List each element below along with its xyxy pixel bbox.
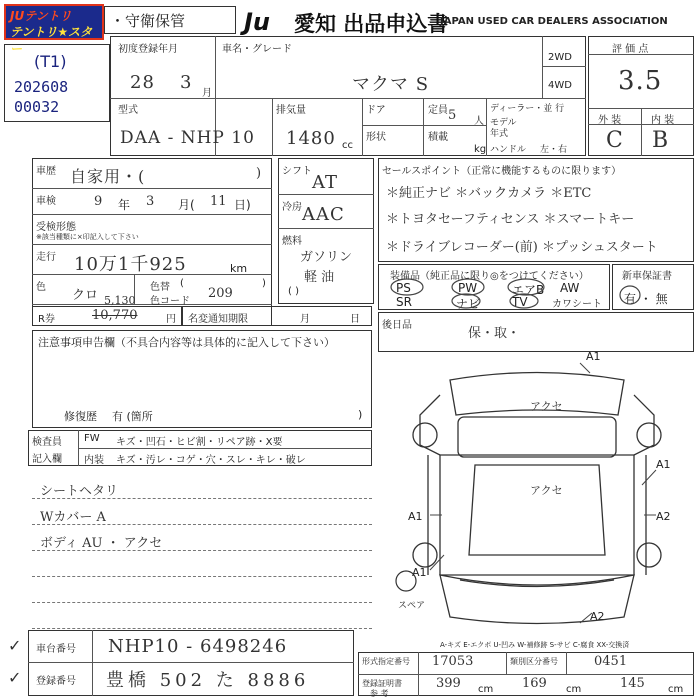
- plate-label: 登録番号: [36, 676, 76, 687]
- inspector-row2: キズ・汚レ・コゲ・穴・スレ・キレ・破レ: [116, 455, 306, 466]
- drive-4wd: 4WD: [548, 80, 572, 91]
- inspection-month-unit: 月(: [178, 198, 195, 212]
- steering-label: ハンドル: [490, 145, 527, 155]
- inspection-day-unit: 日): [234, 198, 251, 212]
- chassis-value: NHP10 - 6498246: [108, 636, 288, 657]
- color-label: 色: [36, 282, 46, 293]
- doors-label: ドア: [366, 105, 386, 116]
- sales-points-label: セールスポイント（正常に機能するものに限ります）: [382, 166, 622, 177]
- color-change-label: 色替: [150, 282, 170, 293]
- fuel-label: 燃料: [282, 236, 302, 247]
- equipment-label: 装備品（純正品に限り◎をつけてください）: [390, 271, 589, 282]
- equipment-circles: [378, 264, 610, 310]
- ac-value: AAC: [302, 204, 345, 225]
- consent-label: 受検形態: [36, 222, 76, 233]
- capacity-unit: 人: [474, 116, 484, 127]
- model-value: マクマ S: [352, 74, 430, 95]
- rear-items-block: [378, 312, 694, 352]
- ref-code: (T1): [34, 52, 67, 71]
- damage-mark-front: A1: [586, 350, 601, 363]
- height-value: 145: [620, 676, 645, 691]
- shape-label: 形状: [366, 132, 386, 143]
- consent-note: ※該当種類に×印記入して下さい: [36, 233, 139, 241]
- price-value: 10,770: [92, 308, 138, 323]
- damage-mark-left-rear: A1: [412, 566, 427, 579]
- exterior-grade: C: [606, 128, 624, 153]
- type-label: 型式: [118, 105, 138, 116]
- equip-airbag: エアB: [512, 283, 545, 297]
- displacement-label: 排気量: [276, 105, 306, 116]
- inspector-row1-lead: FW: [84, 433, 100, 444]
- fuel-other: ( ): [288, 286, 299, 297]
- name-change-month: 月: [300, 314, 310, 325]
- margin-check-1: ✓: [8, 636, 22, 655]
- ref-line1: 202608: [14, 78, 69, 96]
- name-change-label: 名変通知期限: [188, 314, 248, 325]
- repair-history-value: 有 (箇所: [112, 410, 153, 423]
- exterior-label: 外 装: [598, 115, 622, 126]
- mileage-label: 走行: [36, 252, 56, 263]
- repair-history-close: ): [358, 408, 363, 421]
- damage-mark-right: A2: [656, 510, 671, 523]
- fuel-gasoline: ガソリン: [300, 250, 353, 265]
- damage-mark-left: A1: [408, 510, 423, 523]
- first-reg-label: 初度登録年月: [118, 44, 178, 55]
- price-unit: 円: [166, 314, 176, 325]
- auction-logo: [4, 4, 104, 56]
- inspector-row1: キズ・凹石・ヒビ割・リペア跡・X要: [116, 437, 283, 448]
- width-value: 169: [522, 676, 547, 691]
- inspection-day: 11: [210, 194, 227, 209]
- inspection-month: 3: [146, 194, 155, 209]
- logo-line2: テントリ★スター: [10, 25, 93, 56]
- color-value: クロ: [72, 288, 99, 303]
- price-label: R券: [38, 314, 55, 325]
- shift-label: シフト: [282, 166, 312, 177]
- dealer-label: ディーラー・並 行: [490, 104, 565, 114]
- equip-navi: ナビ: [456, 297, 481, 311]
- logo-line1: JUテントリ: [10, 9, 72, 23]
- equip-pw: PW: [458, 281, 478, 295]
- equip-sr: SR: [396, 295, 412, 309]
- repair-history-label: 修復歴: [64, 410, 97, 423]
- mileage-unit: km: [230, 262, 248, 275]
- inspection-year-unit: 年: [118, 198, 131, 212]
- damage-mark-rear: A2: [590, 610, 605, 623]
- damage-mark-right-front: A1: [656, 458, 671, 471]
- chassis-label: 車台番号: [36, 644, 76, 655]
- equip-ps: PS: [396, 281, 411, 295]
- capacity-value: 5: [448, 108, 457, 123]
- equip-aw: AW: [560, 281, 580, 295]
- price-corrected: 5,130: [104, 294, 136, 307]
- drive-2wd: 2WD: [548, 52, 572, 63]
- damage-legend: A-キズ E-エクボ U-凹み W-補修跡 S-サビ C-腐食 XX-交換済: [440, 641, 630, 649]
- color-code-label: 色コード: [150, 296, 190, 307]
- type-value: DAA - NHP 10: [120, 128, 255, 148]
- color-change-paren-open: (: [180, 278, 184, 289]
- form-subtitle: JAPAN USED CAR DEALERS ASSOCIATION: [440, 16, 668, 27]
- diagram-label-hood: アクセ: [530, 400, 563, 413]
- plate-value: 豊橋 502 た 8886: [106, 670, 310, 691]
- note-1: シートヘタリ: [40, 484, 119, 499]
- color-code-value: 209: [208, 286, 233, 301]
- history-value: 自家用・(: [70, 167, 146, 186]
- load-label: 積載: [428, 132, 448, 143]
- note-3: ボディ AU ・ アクセ: [40, 536, 163, 551]
- equip-tv: TV: [512, 295, 528, 309]
- warranty-label: 新車保証書: [622, 271, 672, 282]
- ref-label: 参 考: [370, 689, 389, 698]
- fuel-diesel: 軽 油: [304, 270, 335, 285]
- rear-items-label: 後日品: [382, 320, 412, 331]
- first-reg-year: 28: [130, 72, 155, 93]
- ref-line2: 00032: [14, 98, 60, 116]
- shift-value: AT: [312, 172, 339, 193]
- score-value: 3.5: [618, 66, 663, 96]
- type-number-label: 形式指定番号: [362, 657, 410, 666]
- caution-label: 注意事項申告欄（不具合内容等は具体的に記入して下さい）: [38, 336, 335, 349]
- first-reg-month-unit: 月: [202, 88, 212, 99]
- dealer-model-label: モデル: [490, 118, 517, 128]
- model-label: 車名・グレード: [222, 44, 292, 55]
- name-change-day: 日: [350, 314, 360, 325]
- storage-label: ・守衛保管: [110, 12, 186, 30]
- margin-check-2: ✓: [8, 668, 22, 687]
- sales-point-line-1: ＊純正ナビ ＊バックカメラ ＊ETC: [386, 186, 592, 201]
- length-value: 399: [436, 676, 461, 691]
- note-2: Wカバー A: [40, 510, 106, 525]
- inspection-year: 9: [94, 194, 103, 209]
- warranty-options: 有 ・ 無: [624, 292, 668, 306]
- score-label: 評 価 点: [612, 44, 649, 55]
- inspector-label: 検査員: [32, 437, 62, 448]
- interior-grade: B: [652, 128, 670, 153]
- type-number-value: 17053: [432, 654, 474, 669]
- displacement-value: 1480: [286, 128, 336, 149]
- height-unit: cm: [668, 684, 684, 695]
- diagram-label-roof: アクセ: [530, 484, 563, 497]
- dealer-year-label: 年式: [490, 129, 509, 139]
- capacity-label: 定員: [428, 105, 448, 116]
- ac-label: 冷房: [282, 202, 302, 213]
- interior-label: 内 装: [651, 115, 675, 126]
- displacement-unit: cc: [342, 140, 353, 151]
- first-reg-month: 3: [180, 72, 193, 93]
- mileage-value: 10万1千925: [74, 254, 187, 275]
- equip-seat: カワシート: [552, 299, 602, 310]
- ju-brand-mark: Ju: [244, 8, 271, 36]
- width-unit: cm: [566, 684, 582, 695]
- history-label: 車歴: [36, 166, 56, 177]
- rear-items-value: 保・取・: [468, 326, 521, 341]
- history-paren-close: ): [256, 166, 262, 181]
- load-unit: kg: [474, 144, 487, 155]
- inspector-row2-lead: 内装: [84, 455, 104, 466]
- sales-point-line-3: ＊ドライブレコーダー(前) ＊プッシュスタート: [386, 240, 658, 255]
- steering-options: 左・右: [540, 145, 568, 155]
- length-unit: cm: [478, 684, 494, 695]
- class-number-label: 類別区分番号: [510, 657, 558, 666]
- color-change-paren-close: ): [262, 278, 266, 289]
- sales-point-line-2: ＊トヨタセーフティセンス ＊スマートキー: [386, 212, 635, 227]
- dim-label: 登録証明書: [362, 679, 402, 688]
- warranty-yes-circle: [618, 284, 642, 306]
- class-number-value: 0451: [594, 654, 628, 669]
- inspector-entry-label: 記入欄: [32, 454, 62, 465]
- spare-label: スペア: [398, 601, 426, 611]
- form-title: 愛知 出品申込書: [294, 12, 449, 36]
- inspection-label: 車検: [36, 196, 56, 207]
